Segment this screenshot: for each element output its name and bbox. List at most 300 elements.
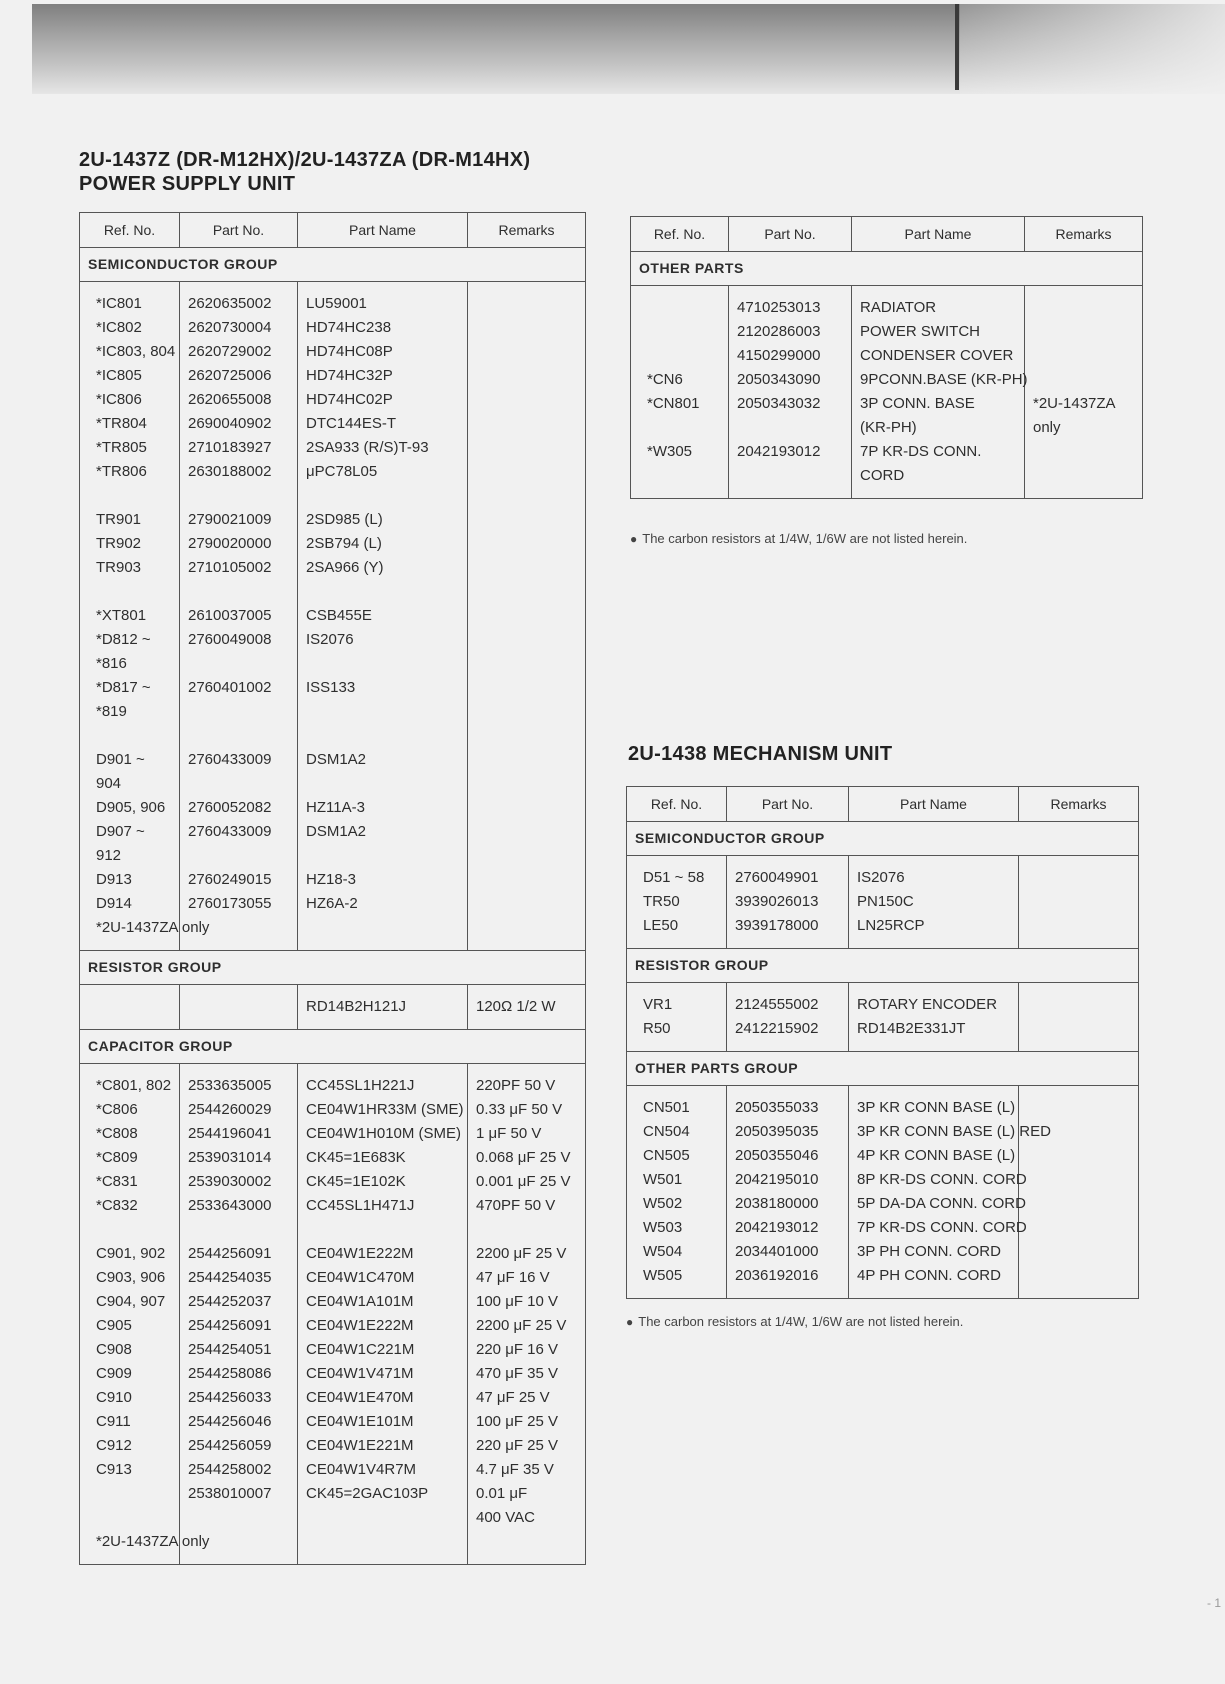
- ref-no-cell: CN501: [627, 1096, 727, 1120]
- table-row: [80, 1338, 586, 1362]
- part-name-cell: μPC78L05: [298, 460, 468, 484]
- part-no-cell: 2544258002: [180, 1458, 298, 1482]
- table-row: [80, 628, 586, 652]
- remarks-cell: [468, 532, 586, 556]
- spacer-row: [80, 940, 586, 951]
- part-no-cell: 2620725006: [180, 364, 298, 388]
- ref-no-cell: C904, 907: [80, 1290, 180, 1314]
- remarks-cell: 220 μF 16 V: [468, 1338, 586, 1362]
- spacer-row: [627, 1041, 1139, 1052]
- ref-no-cell: TR903: [80, 556, 180, 580]
- table-row: [80, 772, 586, 796]
- group-header-row: [627, 1052, 1139, 1086]
- table-row: [80, 820, 586, 844]
- remarks-cell: [468, 700, 586, 724]
- part-name-cell: [298, 700, 468, 724]
- part-no-cell: 4710253013: [729, 296, 852, 320]
- part-no-cell: 2710183927: [180, 436, 298, 460]
- table-header-row: [80, 213, 586, 248]
- part-name-cell: PN150C: [849, 890, 1019, 914]
- part-name-cell: 3P KR CONN BASE (L): [849, 1096, 1019, 1120]
- part-name-cell: CC45SL1H221J: [298, 1074, 468, 1098]
- ref-no-cell: [80, 995, 180, 1019]
- part-no-cell: 2042195010: [727, 1168, 849, 1192]
- part-name-cell: CE04W1C470M: [298, 1266, 468, 1290]
- remarks-cell: [468, 604, 586, 628]
- column-header: Part No.: [729, 217, 852, 252]
- part-name-cell: 3P KR CONN BASE (L) RED: [849, 1120, 1019, 1144]
- part-no-cell: 2690040902: [180, 412, 298, 436]
- part-name-cell: ISS133: [298, 676, 468, 700]
- group-header-row: [631, 252, 1143, 286]
- ref-no-cell: TR902: [80, 532, 180, 556]
- ref-no-cell: C913: [80, 1458, 180, 1482]
- spacer-row: [631, 286, 1143, 297]
- remarks-cell: [1019, 1168, 1139, 1192]
- table-row: [80, 604, 586, 628]
- table-row: [627, 1168, 1139, 1192]
- part-no-cell: 2544252037: [180, 1290, 298, 1314]
- banner-divider: [955, 4, 959, 90]
- table-row: [627, 1240, 1139, 1264]
- column-header: Part Name: [852, 217, 1025, 252]
- mechanism-unit-title: 2U-1438 MECHANISM UNIT: [628, 743, 893, 765]
- remarks-cell: 100 μF 10 V: [468, 1290, 586, 1314]
- remarks-cell: [468, 844, 586, 868]
- ref-no-cell: *IC803, 804: [80, 340, 180, 364]
- part-name-cell: HD74HC02P: [298, 388, 468, 412]
- ref-no-cell: *2U-1437ZA only: [80, 1530, 180, 1554]
- remarks-cell: [468, 436, 586, 460]
- table-row: [631, 464, 1143, 488]
- column-header: Remarks: [1019, 787, 1139, 822]
- part-name-cell: CE04W1HR33M (SME): [298, 1098, 468, 1122]
- remarks-cell: [1019, 1240, 1139, 1264]
- part-no-cell: 2790021009: [180, 508, 298, 532]
- table-row: [80, 1146, 586, 1170]
- table-row: [627, 1264, 1139, 1288]
- part-name-cell: CE04W1E222M: [298, 1314, 468, 1338]
- table-row: [80, 532, 586, 556]
- remarks-cell: [468, 316, 586, 340]
- part-name-cell: 4P PH CONN. CORD: [849, 1264, 1019, 1288]
- table-row: [80, 1482, 586, 1506]
- ref-no-cell: C912: [80, 1434, 180, 1458]
- remarks-cell: [1025, 368, 1143, 392]
- ref-no-cell: C909: [80, 1362, 180, 1386]
- part-name-cell: CE04W1E470M: [298, 1386, 468, 1410]
- table-row: [631, 392, 1143, 416]
- part-name-cell: 4P KR CONN BASE (L): [849, 1144, 1019, 1168]
- part-name-cell: CK45=1E102K: [298, 1170, 468, 1194]
- spacer-row: [80, 1554, 586, 1565]
- part-no-cell: 4150299000: [729, 344, 852, 368]
- group-title: RESISTOR GROUP: [80, 951, 586, 985]
- table-row: [631, 440, 1143, 464]
- part-no-cell: [180, 995, 298, 1019]
- ref-no-cell: *IC801: [80, 292, 180, 316]
- ref-no-cell: D905, 906: [80, 796, 180, 820]
- ref-no-cell: 912: [80, 844, 180, 868]
- bullet-icon: ●: [630, 532, 638, 546]
- part-no-cell: 2120286003: [729, 320, 852, 344]
- remarks-cell: [468, 820, 586, 844]
- remarks-cell: [468, 364, 586, 388]
- group-title: SEMICONDUCTOR GROUP: [80, 248, 586, 282]
- part-no-cell: [729, 464, 852, 488]
- part-no-cell: [180, 1218, 298, 1242]
- ref-no-cell: [80, 724, 180, 748]
- part-no-cell: 2050395035: [727, 1120, 849, 1144]
- table-row: [80, 724, 586, 748]
- remarks-cell: [468, 340, 586, 364]
- table-row: [80, 1098, 586, 1122]
- part-name-cell: CE04W1V4R7M: [298, 1458, 468, 1482]
- part-no-cell: 2539031014: [180, 1146, 298, 1170]
- table-row: [80, 1290, 586, 1314]
- spacer-row: [80, 282, 586, 293]
- remarks-cell: [1019, 866, 1139, 890]
- ref-no-cell: *C806: [80, 1098, 180, 1122]
- part-no-cell: 2620635002: [180, 292, 298, 316]
- part-name-cell: HD74HC32P: [298, 364, 468, 388]
- part-name-cell: HD74HC08P: [298, 340, 468, 364]
- remarks-cell: [468, 916, 586, 940]
- part-name-cell: IS2076: [849, 866, 1019, 890]
- table-row: [627, 866, 1139, 890]
- column-header: Part No.: [180, 213, 298, 248]
- table-row: [627, 993, 1139, 1017]
- remarks-cell: 120Ω 1/2 W: [468, 995, 586, 1019]
- remarks-cell: [1025, 464, 1143, 488]
- part-no-cell: 2710105002: [180, 556, 298, 580]
- ref-no-cell: 904: [80, 772, 180, 796]
- part-no-cell: 2620655008: [180, 388, 298, 412]
- part-no-cell: [180, 484, 298, 508]
- remarks-cell: [1025, 440, 1143, 464]
- table-row: [80, 556, 586, 580]
- power-supply-title: [79, 148, 530, 196]
- ref-no-cell: TR50: [627, 890, 727, 914]
- remarks-cell: 0.068 μF 25 V: [468, 1146, 586, 1170]
- ref-no-cell: *IC805: [80, 364, 180, 388]
- ref-no-cell: *TR804: [80, 412, 180, 436]
- group-header-row: [80, 951, 586, 985]
- part-no-cell: 2790020000: [180, 532, 298, 556]
- ref-no-cell: LE50: [627, 914, 727, 938]
- part-name-cell: 3P PH CONN. CORD: [849, 1240, 1019, 1264]
- remarks-cell: [1025, 296, 1143, 320]
- ref-no-cell: *2U-1437ZA only: [80, 916, 180, 940]
- part-name-cell: HZ11A-3: [298, 796, 468, 820]
- column-header: Ref. No.: [631, 217, 729, 252]
- ref-no-cell: TR901: [80, 508, 180, 532]
- remarks-cell: 220PF 50 V: [468, 1074, 586, 1098]
- power-supply-parts-table: [79, 212, 586, 1565]
- table-row: [627, 1096, 1139, 1120]
- part-no-cell: [180, 772, 298, 796]
- ref-no-cell: D914: [80, 892, 180, 916]
- table-row: [80, 1458, 586, 1482]
- ref-no-cell: [631, 320, 729, 344]
- table-row: [631, 320, 1143, 344]
- ref-no-cell: *TR806: [80, 460, 180, 484]
- part-no-cell: 2760433009: [180, 748, 298, 772]
- remarks-cell: 0.001 μF 25 V: [468, 1170, 586, 1194]
- part-name-cell: HZ6A-2: [298, 892, 468, 916]
- group-header-row: [627, 949, 1139, 983]
- table-row: [631, 416, 1143, 440]
- table-row: [80, 844, 586, 868]
- ref-no-cell: R50: [627, 1017, 727, 1041]
- part-no-cell: 2539030002: [180, 1170, 298, 1194]
- table-row: [80, 892, 586, 916]
- part-name-cell: CE04W1V471M: [298, 1362, 468, 1386]
- remarks-cell: [468, 460, 586, 484]
- table-row: [627, 890, 1139, 914]
- remarks-cell: [468, 1218, 586, 1242]
- ref-no-cell: C905: [80, 1314, 180, 1338]
- part-name-cell: ROTARY ENCODER: [849, 993, 1019, 1017]
- remarks-cell: [468, 652, 586, 676]
- part-no-cell: 2412215902: [727, 1017, 849, 1041]
- group-header-row: [80, 1030, 586, 1064]
- ref-no-cell: *D817 ~: [80, 676, 180, 700]
- ref-no-cell: *C832: [80, 1194, 180, 1218]
- ref-no-cell: *TR805: [80, 436, 180, 460]
- part-no-cell: 2630188002: [180, 460, 298, 484]
- ref-no-cell: [631, 344, 729, 368]
- part-no-cell: 2620730004: [180, 316, 298, 340]
- part-no-cell: 2544260029: [180, 1098, 298, 1122]
- spacer-row: [627, 1086, 1139, 1097]
- part-no-cell: 2760401002: [180, 676, 298, 700]
- table-row: [80, 1122, 586, 1146]
- part-name-cell: (KR-PH): [852, 416, 1025, 440]
- note-text: The carbon resistors at 1/4W, 1/6W are not listed herein.: [642, 531, 968, 546]
- group-header-row: [627, 822, 1139, 856]
- remarks-cell: 47 μF 25 V: [468, 1386, 586, 1410]
- remarks-cell: [468, 484, 586, 508]
- part-no-cell: 2760173055: [180, 892, 298, 916]
- remarks-cell: 47 μF 16 V: [468, 1266, 586, 1290]
- ref-no-cell: *C809: [80, 1146, 180, 1170]
- part-name-cell: CE04W1E222M: [298, 1242, 468, 1266]
- table-row: [80, 580, 586, 604]
- remarks-cell: [1019, 890, 1139, 914]
- part-name-cell: [298, 1506, 468, 1530]
- note-text: The carbon resistors at 1/4W, 1/6W are not listed herein.: [638, 1314, 964, 1329]
- remarks-cell: 220 μF 25 V: [468, 1434, 586, 1458]
- table-row: [80, 508, 586, 532]
- part-name-cell: [298, 652, 468, 676]
- part-no-cell: 2544254051: [180, 1338, 298, 1362]
- part-name-cell: [298, 844, 468, 868]
- remarks-cell: [1019, 993, 1139, 1017]
- ref-no-cell: *CN801: [631, 392, 729, 416]
- spacer-row: [80, 1019, 586, 1030]
- remarks-cell: [1025, 320, 1143, 344]
- table-row: [627, 1017, 1139, 1041]
- table-row: [631, 368, 1143, 392]
- remarks-cell: [468, 796, 586, 820]
- mechanism-parts-table: [626, 786, 1139, 1299]
- spacer-row: [80, 985, 586, 996]
- table-header-row: [631, 217, 1143, 252]
- part-name-cell: CE04W1H010M (SME): [298, 1122, 468, 1146]
- part-name-cell: 3P CONN. BASE: [852, 392, 1025, 416]
- part-name-cell: 7P KR-DS CONN. CORD: [849, 1216, 1019, 1240]
- part-name-cell: CE04W1C221M: [298, 1338, 468, 1362]
- table-row: [80, 1074, 586, 1098]
- part-no-cell: 2544256033: [180, 1386, 298, 1410]
- ref-no-cell: *D812 ~: [80, 628, 180, 652]
- table-row: [80, 676, 586, 700]
- table-row: [80, 1218, 586, 1242]
- remarks-cell: [1025, 344, 1143, 368]
- part-no-cell: 2544256046: [180, 1410, 298, 1434]
- ref-no-cell: D51 ~ 58: [627, 866, 727, 890]
- table-row: [80, 1506, 586, 1530]
- part-name-cell: 5P DA-DA CONN. CORD: [849, 1192, 1019, 1216]
- part-name-cell: [298, 580, 468, 604]
- part-no-cell: 2050355046: [727, 1144, 849, 1168]
- remarks-cell: 470PF 50 V: [468, 1194, 586, 1218]
- remarks-cell: [1019, 1017, 1139, 1041]
- carbon-resistor-note-bottom: [626, 1314, 963, 1329]
- power-supply-title-line2: POWER SUPPLY UNIT: [79, 173, 296, 195]
- part-no-cell: 2538010007: [180, 1482, 298, 1506]
- part-no-cell: 2544196041: [180, 1122, 298, 1146]
- ref-no-cell: D901 ~: [80, 748, 180, 772]
- remarks-cell: [1019, 1192, 1139, 1216]
- page-number: - 1: [1206, 1596, 1221, 1610]
- table-row: [80, 1242, 586, 1266]
- part-no-cell: 2034401000: [727, 1240, 849, 1264]
- table-row: [80, 1386, 586, 1410]
- remarks-cell: [468, 628, 586, 652]
- table-row: [80, 340, 586, 364]
- column-header: Remarks: [1025, 217, 1143, 252]
- table-row: [80, 316, 586, 340]
- table-row: [80, 460, 586, 484]
- spacer-row: [627, 938, 1139, 949]
- part-name-cell: 2SA966 (Y): [298, 556, 468, 580]
- ref-no-cell: *IC802: [80, 316, 180, 340]
- part-name-cell: LU59001: [298, 292, 468, 316]
- other-parts-table: [630, 216, 1143, 499]
- table-row: [80, 1530, 586, 1554]
- ref-no-cell: *CN6: [631, 368, 729, 392]
- ref-no-cell: [80, 580, 180, 604]
- part-name-cell: CE04W1E221M: [298, 1434, 468, 1458]
- part-name-cell: 2SA933 (R/S)T-93: [298, 436, 468, 460]
- ref-no-cell: [80, 484, 180, 508]
- part-name-cell: DTC144ES-T: [298, 412, 468, 436]
- table-row: [627, 1120, 1139, 1144]
- part-name-cell: 7P KR-DS CONN.: [852, 440, 1025, 464]
- remarks-cell: 470 μF 35 V: [468, 1362, 586, 1386]
- ref-no-cell: W502: [627, 1192, 727, 1216]
- part-no-cell: 2544254035: [180, 1266, 298, 1290]
- remarks-cell: 2200 μF 25 V: [468, 1314, 586, 1338]
- part-no-cell: 3939026013: [727, 890, 849, 914]
- part-no-cell: 2050343090: [729, 368, 852, 392]
- remarks-cell: [468, 556, 586, 580]
- remarks-cell: 0.33 μF 50 V: [468, 1098, 586, 1122]
- table-header-row: [627, 787, 1139, 822]
- part-name-cell: [298, 772, 468, 796]
- part-no-cell: [180, 580, 298, 604]
- part-name-cell: CE04W1E101M: [298, 1410, 468, 1434]
- column-header: Part No.: [727, 787, 849, 822]
- part-no-cell: 2760052082: [180, 796, 298, 820]
- remarks-cell: [1019, 914, 1139, 938]
- part-name-cell: CE04W1A101M: [298, 1290, 468, 1314]
- remarks-cell: 2200 μF 25 V: [468, 1242, 586, 1266]
- part-no-cell: 2050343032: [729, 392, 852, 416]
- remarks-cell: [1019, 1264, 1139, 1288]
- part-no-cell: 2610037005: [180, 604, 298, 628]
- remarks-cell: 100 μF 25 V: [468, 1410, 586, 1434]
- ref-no-cell: D907 ~: [80, 820, 180, 844]
- table-row: [627, 1192, 1139, 1216]
- table-row: [80, 748, 586, 772]
- column-header: Ref. No.: [627, 787, 727, 822]
- table-row: [80, 995, 586, 1019]
- remarks-cell: [468, 772, 586, 796]
- ref-no-cell: W503: [627, 1216, 727, 1240]
- part-name-cell: CSB455E: [298, 604, 468, 628]
- power-supply-title-line1: 2U-1437Z (DR-M12HX)/2U-1437ZA (DR-M14HX): [79, 149, 531, 171]
- spacer-row: [631, 488, 1143, 499]
- column-header: Ref. No.: [80, 213, 180, 248]
- part-name-cell: CK45=2GAC103P: [298, 1482, 468, 1506]
- remarks-cell: 4.7 μF 35 V: [468, 1458, 586, 1482]
- part-no-cell: 2533643000: [180, 1194, 298, 1218]
- remarks-cell: only: [1025, 416, 1143, 440]
- ref-no-cell: [631, 416, 729, 440]
- ref-no-cell: [631, 464, 729, 488]
- part-name-cell: IS2076: [298, 628, 468, 652]
- table-row: [80, 1194, 586, 1218]
- table-row: [80, 436, 586, 460]
- part-name-cell: CK45=1E683K: [298, 1146, 468, 1170]
- remarks-cell: [468, 748, 586, 772]
- group-title: SEMICONDUCTOR GROUP: [627, 822, 1139, 856]
- part-no-cell: [180, 724, 298, 748]
- part-no-cell: [180, 1506, 298, 1530]
- part-name-cell: CONDENSER COVER: [852, 344, 1025, 368]
- ref-no-cell: VR1: [627, 993, 727, 1017]
- group-header-row: [80, 248, 586, 282]
- table-row: [80, 652, 586, 676]
- ref-no-cell: W501: [627, 1168, 727, 1192]
- spacer-row: [80, 1064, 586, 1075]
- table-row: [80, 1266, 586, 1290]
- ref-no-cell: *C808: [80, 1122, 180, 1146]
- ref-no-cell: *816: [80, 652, 180, 676]
- part-name-cell: POWER SWITCH: [852, 320, 1025, 344]
- table-row: [80, 1410, 586, 1434]
- table-row: [627, 1216, 1139, 1240]
- part-name-cell: RD14B2H121J: [298, 995, 468, 1019]
- remarks-cell: [468, 580, 586, 604]
- ref-no-cell: *C831: [80, 1170, 180, 1194]
- part-name-cell: CORD: [852, 464, 1025, 488]
- remarks-cell: [468, 868, 586, 892]
- ref-no-cell: C908: [80, 1338, 180, 1362]
